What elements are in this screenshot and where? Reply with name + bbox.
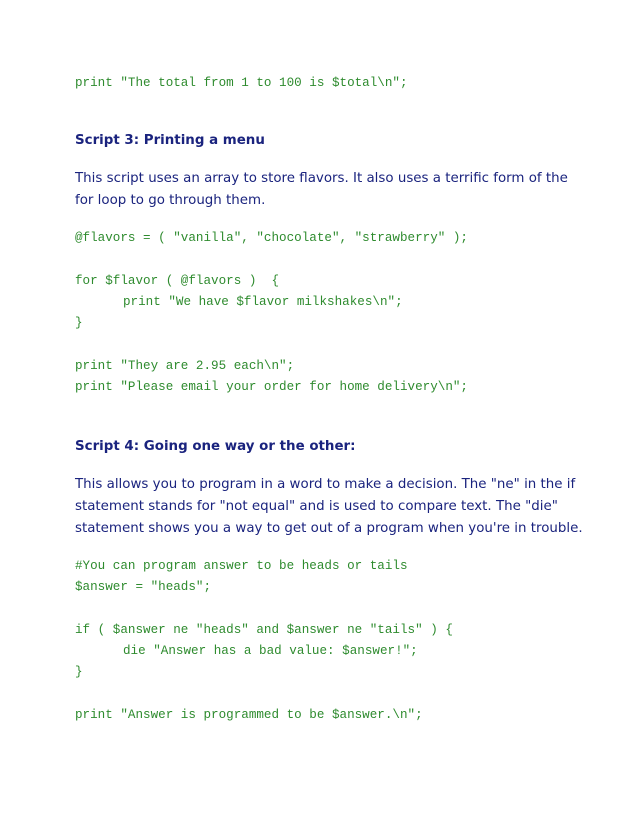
script4-code-line-1: #You can program answer to be heads or tails — [75, 559, 408, 573]
script3-code-line-4: } — [75, 316, 83, 330]
script4-description-line-1: This allows you to program in a word to make a decision. The "ne" in the if — [75, 477, 576, 492]
script4-description-line-3: statement shows you a way to get out of a program when you're in trouble. — [75, 521, 583, 536]
script4-code-line-5: } — [75, 665, 83, 679]
script3-code-line-5: print "They are 2.95 each\n"; — [75, 359, 295, 373]
script4-code-line-6: print "Answer is programmed to be $answer.\n"; — [75, 708, 423, 722]
code-line-total: print "The total from 1 to 100 is $total\n"; — [75, 76, 408, 90]
script4-heading: Script 4: Going one way or the other: — [75, 439, 356, 454]
script3-description-line-1: This script uses an array to store flavors. It also uses a terrific form of the — [75, 171, 568, 186]
script4-code-line-2: $answer = "heads"; — [75, 580, 212, 594]
script3-code-line-3: print "We have $flavor milkshakes\n"; — [123, 295, 403, 309]
script3-code-line-1: @flavors = ( "vanilla", "chocolate", "strawberry" ); — [75, 231, 468, 245]
script3-code-line-6: print "Please email your order for home delivery\n"; — [75, 380, 468, 394]
script3-heading: Script 3: Printing a menu — [75, 133, 265, 148]
script4-code-line-4: die "Answer has a bad value: $answer!"; — [123, 644, 418, 658]
script4-description-line-2: statement stands for "not equal" and is used to compare text. The "die" — [75, 499, 558, 514]
script4-code-line-3: if ( $answer ne "heads" and $answer ne "tails" ) { — [75, 623, 453, 637]
script3-description-line-2: for loop to go through them. — [75, 193, 266, 208]
script3-code-line-2: for $flavor ( @flavors ) { — [75, 274, 280, 288]
